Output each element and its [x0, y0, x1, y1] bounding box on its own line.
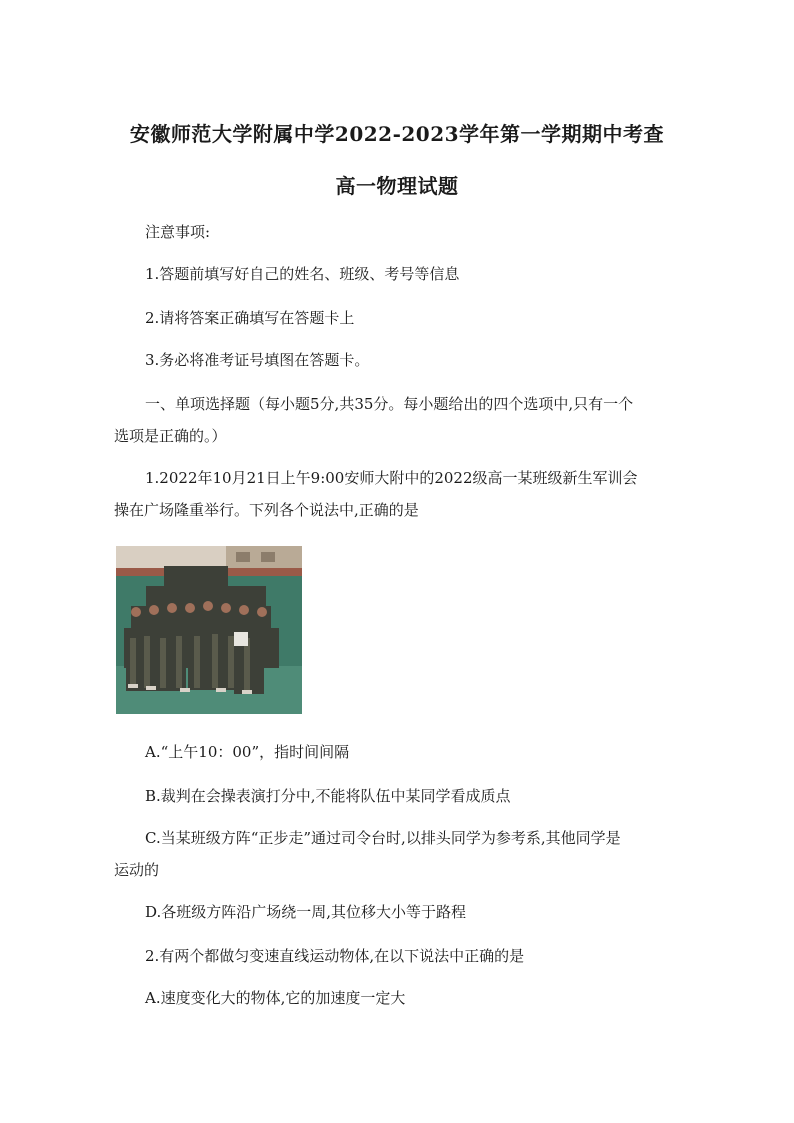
notice-item-2: 2.请将答案正确填写在答题卡上 [145, 309, 355, 327]
q1-option-d: D.各班级方阵沿广场绕一周,其位移大小等于路程 [145, 903, 467, 921]
notice-item-3: 3.务必将准考证号填图在答题卡。 [145, 351, 370, 369]
q1-option-c-line1: C.当某班级方阵“正步走”通过司令台时,以排头同学为参考系,其他同学是 [145, 829, 621, 847]
q2-stem: 2.有两个都做匀变速直线运动物体,在以下说法中正确的是 [145, 947, 525, 965]
military-drill-photo [116, 546, 302, 714]
q1-option-b: B.裁判在会操表演打分中,不能将队伍中某同学看成质点 [145, 787, 511, 805]
exam-title: 安徽师范大学附属中学2022-2023学年第一学期期中考查 [129, 122, 665, 146]
q1-option-a: A.“上午10：00”，指时间间隔 [145, 743, 350, 761]
q2-option-a: A.速度变化大的物体,它的加速度一定大 [145, 989, 406, 1007]
q1-stem-line1: 1.2022年10月21日上午9:00安师大附中的2022级高一某班级新生军训会 [145, 469, 638, 487]
q1-stem-line2: 操在广场隆重举行。下列各个说法中,正确的是 [114, 501, 419, 519]
section-heading-line1: 一、单项选择题（每小题5分,共35分。每小题给出的四个选项中,只有一个 [145, 395, 634, 413]
q1-option-c-line2: 运动的 [114, 861, 160, 879]
drill-photo-illustration [116, 546, 302, 714]
section-heading-line2: 选项是正确的。） [114, 427, 227, 445]
notice-item-1: 1.答题前填写好自己的姓名、班级、考号等信息 [145, 265, 460, 283]
notice-heading: 注意事项: [145, 223, 211, 241]
exam-subtitle: 高一物理试题 [335, 174, 459, 198]
